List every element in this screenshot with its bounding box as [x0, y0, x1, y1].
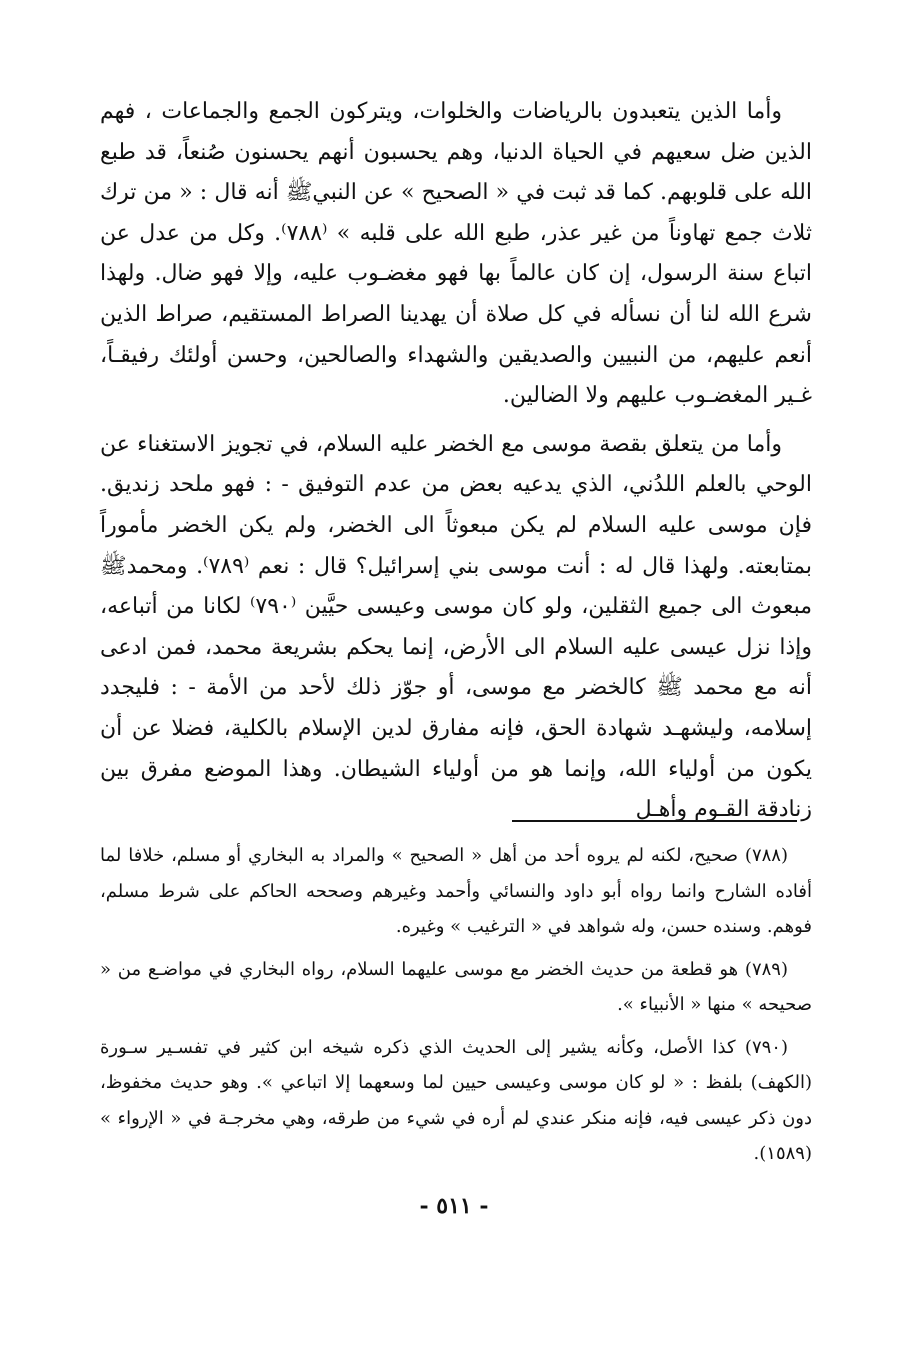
- body-paragraph-1: وأما الذين يتعبدون بالرياضات والخلوات، ويتركون الجمع والجماعات ، فهم الذين ضل سعيهم في الحياة الدنيا، وهم يحسبون أنهم يحسنون صُنعاً، قد طبع الله على قلوبهم. كما قد ثبت في « الصحيح » عن النبيﷺ أنه قال : « من ترك ثلاث جمع تهاوناً من غير عذر، طبع الله على قلبه » ⁽٧٨٨⁾. وكل من عدل عن اتباع سنة الرسول، إن كان عالماً بها فهو مغضـوب عليه، وإلا فهو ضال. ولهذا شرع الله لنا أن نسأله في كل صلاة أن يهدينا الصراط المستقيم، صراط الذين أنعم عليهم، من النبيين والصديقين والشهداء والصالحين، وحسن أولئك رفيقـاً، غـير المغضـوب عليهم ولا الضالين.: [100, 99, 813, 409]
- footnote-790: (٧٩٠) كذا الأصل، وكأنه يشير إلى الحديث الذي ذكره شيخه ابن كثير في تفسـير سـورة (الكهف) بلفظ : « لو كان موسى وعيسى حيين لما وسعهما إلا اتباعي ». وهو حديث مخفوظ، دون ذكر عيسى فيه، فإنه منكر عندي لم أره في شيء من طرقه، وهي مخرجـة في « الإرواء » (١٥٨٩).: [100, 1036, 812, 1164]
- footnote-789: (٧٨٩) هو قطعة من حديث الخضر مع موسى عليهما السلام، رواه البخاري في مواضـع من « صحيحه » منها « الأنبياء ».: [100, 958, 812, 1015]
- body-text: [100, 92, 812, 831]
- footnotes: [100, 838, 812, 1172]
- footnote-788: (٧٨٨) صحيح، لكنه لم يروه أحد من أهل « الصحيح » والمراد به البخاري أو مسلم، خلافا لما أفاده الشارح وانما رواه أبو داود والنسائي وأحمد وغيرهم وصححه الحاكم على شرط مسلم، فوهم. وسنده حسن، وله شواهد في « الترغيب » وغيره.: [100, 845, 812, 937]
- page-number: - ٥١١ -: [419, 1193, 489, 1219]
- footnote-separator: [512, 820, 797, 822]
- main-content: [100, 92, 812, 831]
- body-paragraph-2: وأما من يتعلق بقصة موسى مع الخضر عليه السلام، في تجويز الاستغناء عن الوحي بالعلم اللدُني، الذي يدعيه بعض من عدم التوفيق - : فهو ملحد زنديق. فإن موسى عليه السلام لم يكن مبعوثاً الى الخضر، ولم يكن الخضر مأموراً بمتابعته. ولهذا قال له : أنت موسى بني إسرائيل؟ قال : نعم ⁽٧٨٩⁾. ومحمدﷺ مبعوث الى جميع الثقلين، ولو كان موسى وعيسى حيَّين ⁽٧٩٠⁾ لكانا من أتباعه، وإذا نزل عيسى عليه السلام الى الأرض، إنما يحكم بشريعة محمد، فمن ادعى أنه مع محمد ﷺ كالخضر مع موسى، أو جوّز ذلك لأحد من الأمة - : فليجدد إسلامه، وليشهـد شهادة الحق، فإنه مفارق لدين الإسلام بالكلية، فضلا عن أن يكون من أولياء الله، وإنما هو من أولياء الشيطان. وهذا الموضع مفرق بين زنادقة القـوم وأهـل: [100, 431, 812, 823]
